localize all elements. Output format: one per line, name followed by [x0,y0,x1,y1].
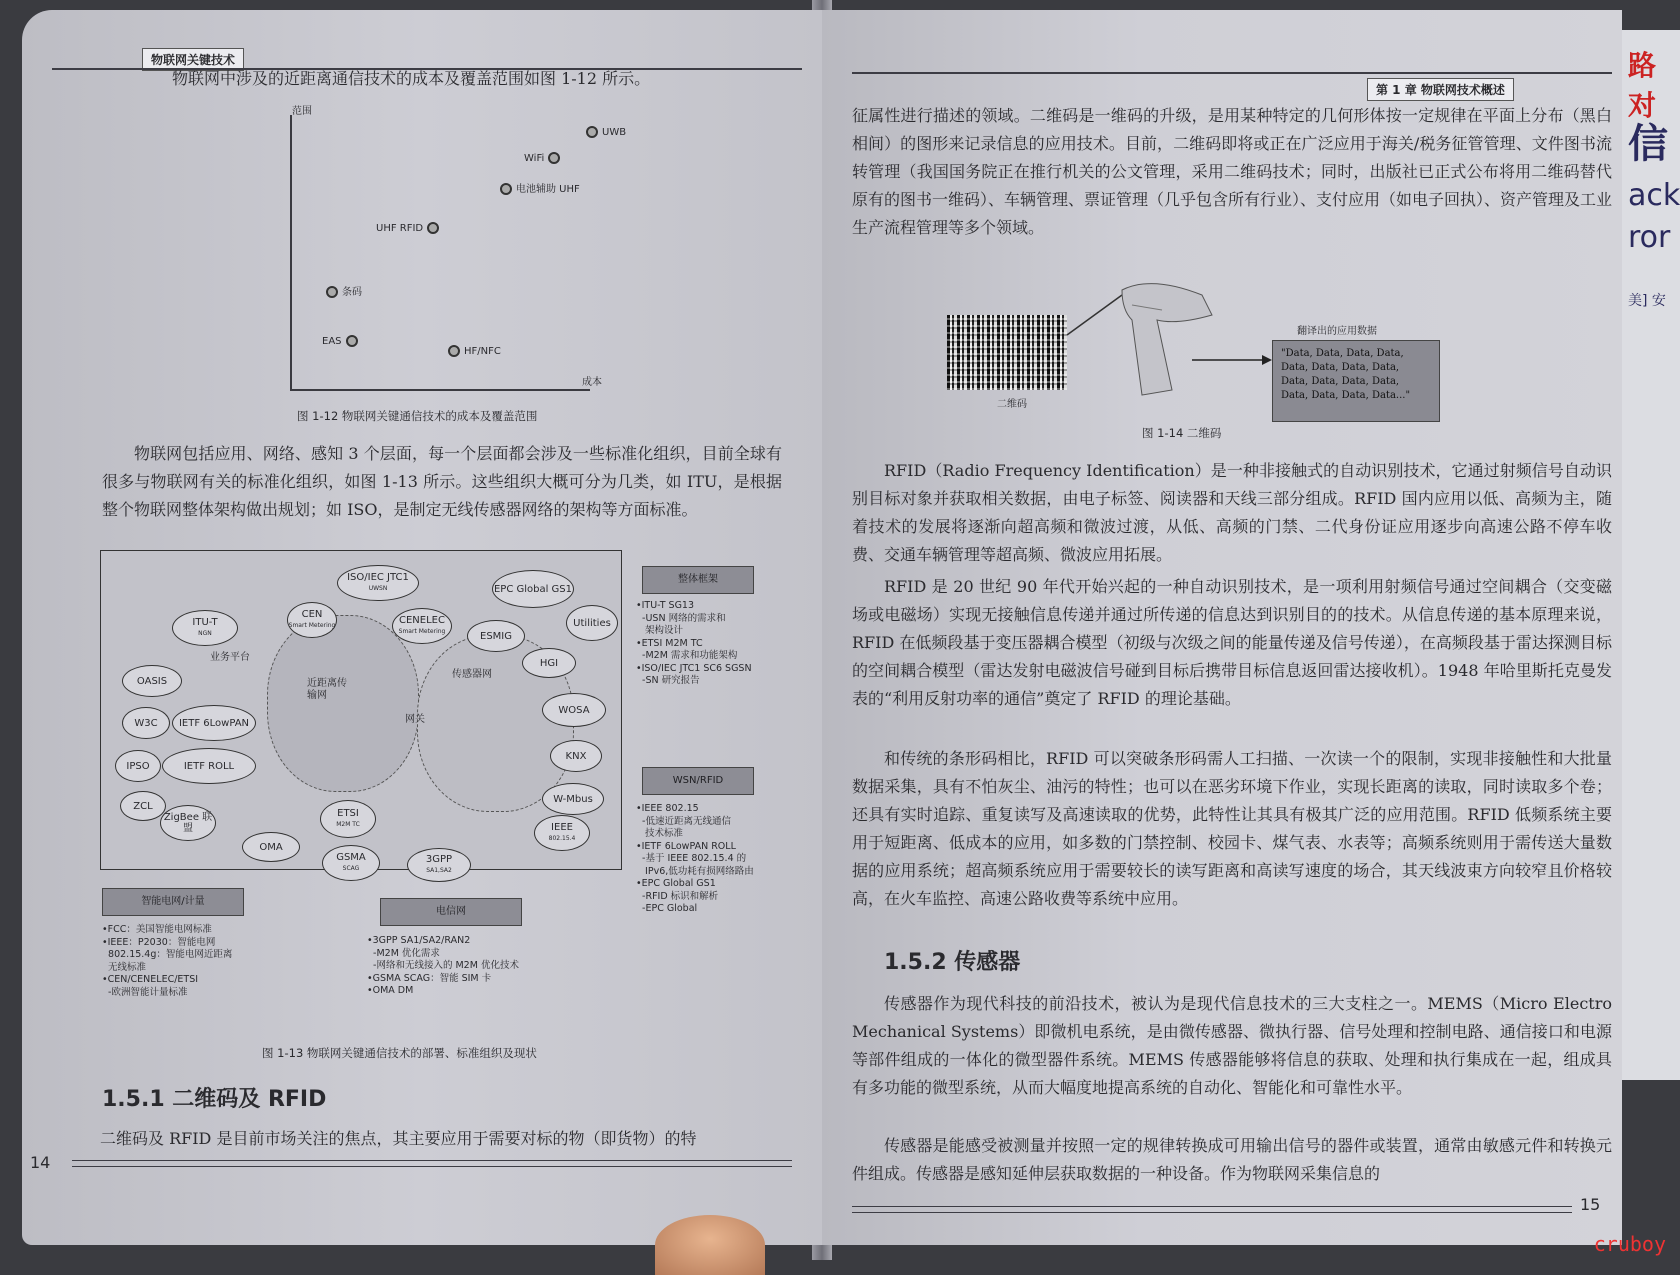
x-axis-label: 成本 [582,377,602,388]
output-line: Data, Data, Data, Data, [1281,362,1400,373]
y-axis-label: 范围 [292,106,312,117]
x-axis [290,389,590,391]
org-ietf-roll: IETF ROLL [162,748,256,784]
background-book-cover [1622,30,1680,1080]
box-wsn-rfid: WSN/RFID [642,767,754,795]
org-utilities: Utilities [566,605,618,641]
notes-wsn-rfid: •IEEE 802.15 -低速近距离无线通信 技术标准 •IETF 6LowPAN ROLL -基于 IEEE 802.15.4 的 IPv6,低功耗有损网络路由 •EPC Global GS1 -RFID 标识和解析 -EPC Global [636,803,754,914]
qr-code-label: 二维码 [997,399,1027,410]
org-wosa: WOSA [542,693,606,727]
cover-text-fragment: 美] 安 [1628,293,1666,309]
point-wifi: WiFi [524,152,564,164]
footer-rule-right [852,1206,1572,1207]
org-wmbus: W-Mbus [542,783,604,815]
paragraph-sensor-definition: 传感器是能感受被测量并按照一定的规律转换成可用输出信号的器件或装置，通常由敏感元件和转换元件组成。传感器是感知延伸层获取数据的一种设备。作为物联网采集信息的 [852,1136,1612,1183]
output-line: Data, Data, Data, Data..." [1281,390,1411,401]
cover-text-fragment: ror [1628,220,1671,255]
org-itu-t: ITU-T NGN [172,610,238,646]
point-barcode: 条码 [322,283,362,298]
notes-smart-grid: •FCC：美国智能电网标准 •IEEE：P2030：智能电网 802.15.4g：智能电网近距离 无线标准 •CEN/CENELEC/ETSI -欧洲智能计量标准 [102,924,233,998]
org-w3c: W3C [122,707,170,739]
paragraph-qr-desc: 征属性进行描述的领域。二维码是一维码的升级，是用某种特定的几何形体按一定规律在平面上分布（黑白相间）的图形来记录信息的应用技术。目前，二维码即将或正在广泛应用于海关/税务征管管理、文件图书流转管理（我国国务院正在推行机关的公文管理，采用二维码技术；同时，出版社已正式公布将用二维码替代原有的图书一维码）、车辆管理、票证管理（几乎包含所有行业）、支付应用（如电子回执）、资产管理及工业生产流程管理等多个领域。 [852,106,1613,237]
output-data-box [1272,340,1440,422]
label-sensor-network: 传感器网 [452,669,492,680]
org-esmig: ESMIG [467,620,525,652]
paragraph-rfid-history: RFID 是 20 世纪 90 年代开始兴起的一种自动识别技术，是一项利用射频信号通过空间耦合（交变磁场或电磁场）实现无接触信息传递并通过所传递的信息达到识别目的的技术。从信息传递的基本原理来说，RFID 在低频段基于变压器耦合模型（初级与次级之间的能量传递及信号传递），在高频段基于雷达探测目标的空间耦合模型（雷达发射电磁波信号碰到目标后携带目标信息返回雷达接收机）。1948 年哈里斯托克曼发表的“利用反射功率的通信”奠定了 RFID 的理论基础。 [852,577,1612,708]
org-cen: CEN Smart Metering [287,602,337,638]
page-number-right: 15 [1580,1195,1601,1214]
org-gsma: GSMA SCAG [322,845,380,881]
y-axis [290,115,292,390]
section-heading-1-5-1: 1.5.1 二维码及 RFID [102,1087,327,1112]
org-zigbee: ZigBee 联盟 [160,805,216,841]
thumb [655,1215,765,1275]
point-eas: EAS [322,335,362,347]
notes-overall-framework: •ITU-T SG13 -USN 网络的需求和 架构设计 •ETSI M2M TC -M2M 需求和功能架构 •ISO/IEC JTC1 SC6 SGSN -SN 研究报告 [636,600,752,686]
org-ieee: IEEE 802.15.4 [534,815,590,851]
label-business-platform: 业务平台 [210,652,250,663]
point-battery-uhf: 电池辅助 UHF [496,180,580,195]
figure-1-14-caption: 图 1-14 二维码 [1142,426,1222,440]
box-telecom: 电信网 [380,898,522,926]
figure-1-12-caption: 图 1-12 物联网关键通信技术的成本及覆盖范围 [297,409,538,423]
right-page [822,10,1622,1245]
org-iso-jtc1: ISO/IEC JTC1 UWSN [337,565,419,601]
footer-rule-left-2 [72,1166,792,1167]
paragraph-rfid-advantages: 和传统的条形码相比，RFID 可以突破条形码需人工扫描、一次读一个的限制，实现非接触性和大批量数据采集，具有不怕灰尘、油污的特性；也可以在恶劣环境下作业，实现长距离的读取，同时读取多个卷；还具有实时追踪、重复读写及高速读取的优势，此特性让其具有极其广泛的应用范围。RFID 低频系统主要用于短距离、低成本的应用，如多数的门禁控制、校园卡、煤气表、水表等；高频系统则用于需传送大量数据的应用系统；超高频系统应用于需要较长的读写距离和高读写速度的场合，其天线波束方向较窄且价格较高，在火车监控、高速公路收费等系统中应用。 [852,749,1612,908]
point-uwb: UWB [582,126,626,138]
org-oasis: OASIS [122,665,182,697]
figure-1-13-caption: 图 1-13 物联网关键通信技术的部署、标准组织及现状 [262,1046,537,1060]
box-smart-grid: 智能电网/计量 [102,888,244,916]
org-3gpp: 3GPP SA1,SA2 [407,848,471,882]
intro-text: 物联网中涉及的近距离通信技术的成本及覆盖范围如图 1-12 所示。 [172,69,651,88]
output-line: "Data, Data, Data, Data, [1281,348,1404,359]
org-ietf-6lowpan: IETF 6LowPAN [172,705,256,741]
watermark: cruboy [1593,1232,1666,1256]
org-epc-global: EPC Global GS1 [492,570,574,608]
box-overall-framework: 整体框架 [642,566,754,594]
org-cenelec: CENELEC Smart Metering [392,608,452,644]
cover-text-fragment: 信 [1628,121,1668,167]
org-ipso: IPSO [115,750,161,782]
label-gateway: 网关 [405,714,425,725]
org-hgi: HGI [522,648,576,678]
header-rule-right [852,72,1612,74]
output-line: Data, Data, Data, Data, [1281,376,1400,387]
org-oma: OMA [242,832,300,862]
paragraph-mems: 传感器作为现代科技的前沿技术，被认为是现代信息技术的三大支柱之一。MEMS（Micro Electro Mechanical Systems）即微机电系统，是由微传感器、微执行器、信号处理和控制电路、通信接口和电源等部件组成的一体化的微型器件系统。MEMS 传感器能够将信息的获取、处理和执行集成在一起，组成具有多功能的微型系统，从而大幅度地提高系统的自动化、智能化和可靠性水平。 [852,994,1612,1097]
running-header: 物联网关键技术 [142,48,244,71]
org-zcl: ZCL [120,791,166,821]
cover-text-fragment: 路对 [1628,49,1657,122]
chapter-header: 第 1 章 物联网技术概述 [1367,78,1514,101]
qr-code-image [947,315,1067,390]
left-page [22,10,822,1245]
point-uhf-rfid: UHF RFID [376,222,443,234]
label-near-network: 近距离传输网 [307,678,347,701]
paragraph-qr-intro: 二维码及 RFID 是目前市场关注的焦点，其主要应用于需要对标的物（即货物）的特 [100,1129,697,1148]
org-knx: KNX [550,740,602,772]
point-hf-nfc: HF/NFC [444,345,501,357]
paragraph-standards: 物联网包括应用、网络、感知 3 个层面，每一个层面都会涉及一些标准化组织，目前全球有很多与物联网有关的标准化组织，如图 1-13 所示。这些组织大概可分为几类，如 ITU，是根据整个物联网整体架构做出规划；如 ISO，是制定无线传感器网络的架构等方面标准。 [102,444,782,519]
paragraph-rfid-definition: RFID（Radio Frequency Identification）是一种非接触式的自动识别技术，它通过射频信号自动识别目标对象并获取相关数据，由电子标签、阅读器和天线三部分组成。RFID 国内应用以低、高频为主，随着技术的发展将逐渐向超高频和微波过渡，从低、高频的门禁、二代身份证应用逐步向高速公路不停车收费、交通车辆管理等超高频、微波应用拓展。 [852,461,1612,564]
barcode-scanner-icon [1062,270,1232,400]
cover-text-fragment: ack [1628,178,1680,213]
arrow-to-output [1192,340,1272,370]
page-number-left: 14 [30,1153,51,1172]
org-etsi: ETSI M2M TC [320,800,376,838]
section-heading-1-5-2: 1.5.2 传感器 [884,950,1021,975]
near-network-cloud [267,615,419,792]
footer-rule-left [72,1160,792,1161]
footer-rule-right-2 [852,1212,1572,1213]
output-data-title: 翻译出的应用数据 [1297,326,1377,337]
notes-telecom: •3GPP SA1/SA2/RAN2 -M2M 优化需求 -网络和无线接入的 M2M 优化技术 •GSMA SCAG：智能 SIM 卡 •OMA DM [367,935,519,996]
